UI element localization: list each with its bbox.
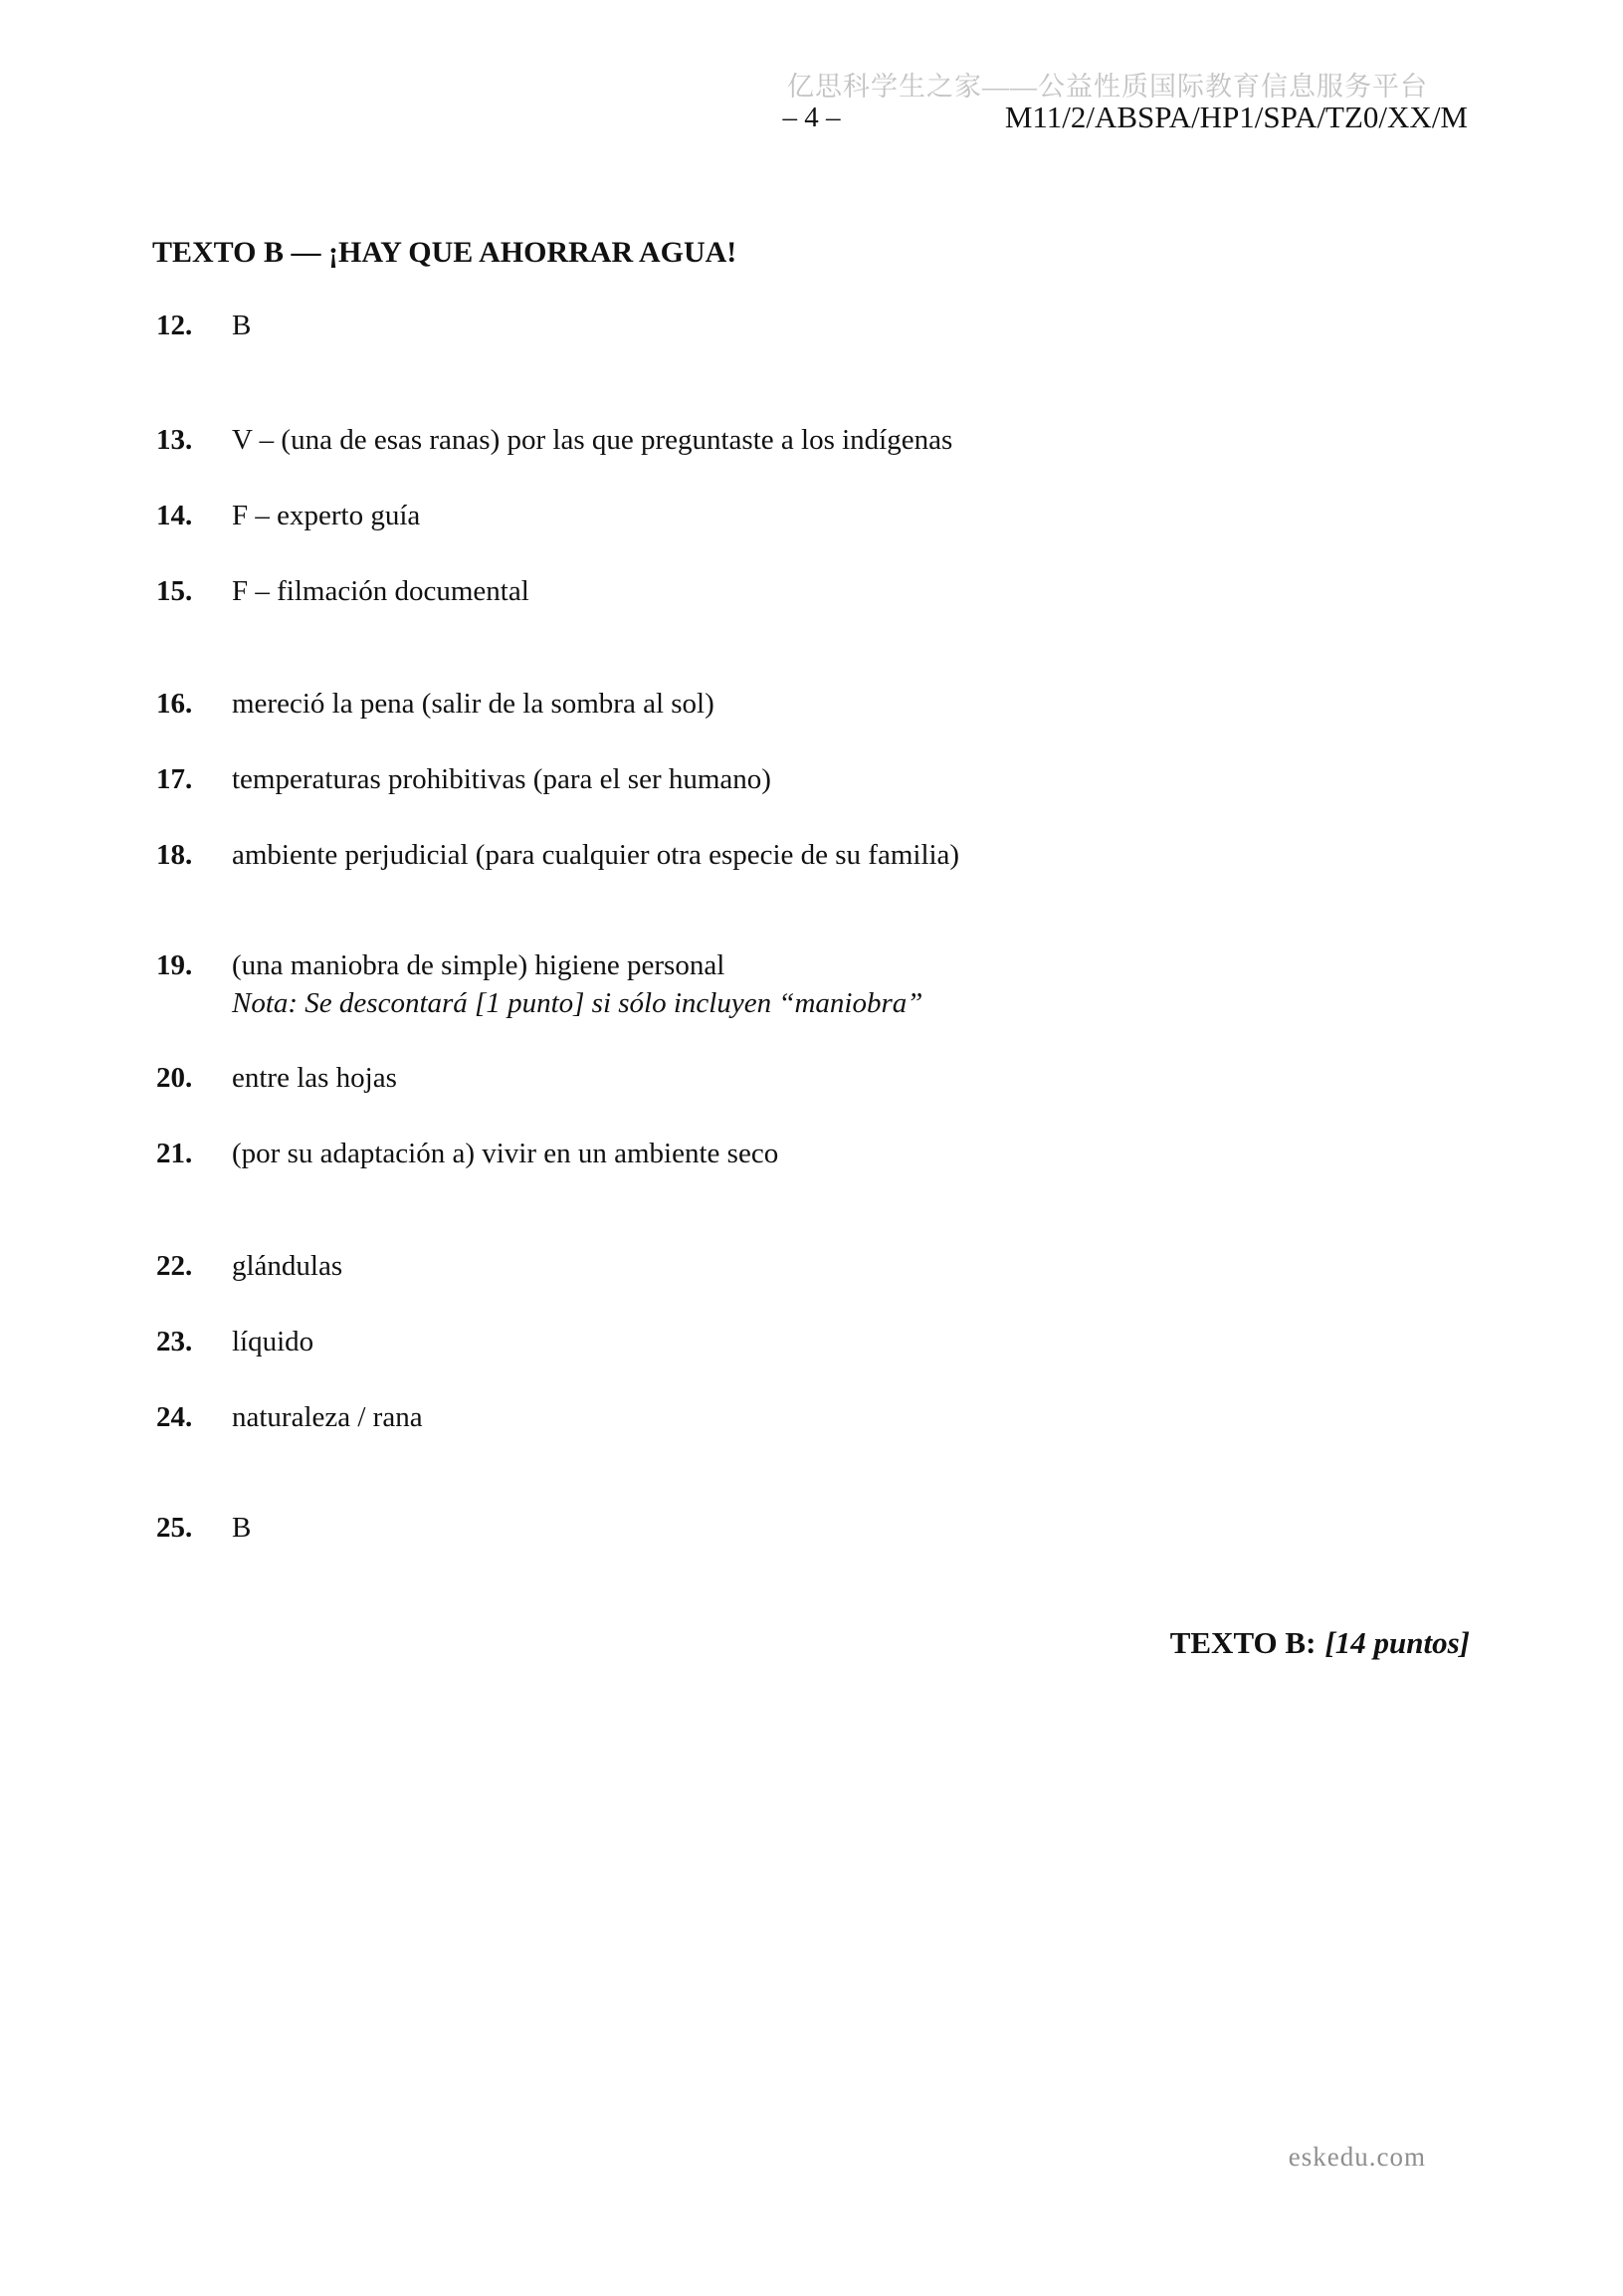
answer-number: 18.: [156, 839, 193, 871]
answer-number: 20.: [156, 1062, 193, 1094]
answer-text: B: [232, 1512, 252, 1544]
answer-text: entre las hojas: [232, 1062, 397, 1094]
answer-item-15: [156, 572, 1480, 610]
answer-number: 23.: [156, 1326, 193, 1357]
answer-item-18: [156, 836, 1480, 874]
answer-number: 24.: [156, 1401, 193, 1433]
answer-item-12: [156, 307, 1480, 344]
total-points: [14 puntos]: [1324, 1625, 1470, 1660]
page-number: – 4 –: [782, 102, 841, 133]
answer-number: 13.: [156, 424, 193, 456]
answer-number: 16.: [156, 688, 193, 720]
answer-text: B: [232, 310, 252, 341]
answer-item-19: [156, 946, 1480, 1022]
answer-text: mereció la pena (salir de la sombra al sol): [232, 688, 714, 720]
section-total: [1170, 1624, 1470, 1662]
answer-item-23: [156, 1323, 1480, 1360]
paper-code: M11/2/ABSPA/HP1/SPA/TZ0/XX/M: [1004, 100, 1468, 134]
answer-text: ambiente perjudicial (para cualquier otra especie de su familia): [232, 839, 960, 871]
answer-text: (por su adaptación a) vivir en un ambiente seco: [232, 1138, 779, 1169]
answer-number: 12.: [156, 310, 193, 341]
answer-text: temperaturas prohibitivas (para el ser humano): [232, 763, 771, 795]
answer-number: 14.: [156, 500, 193, 531]
answer-item-25: [156, 1509, 1480, 1547]
answer-text: naturaleza / rana: [232, 1401, 423, 1433]
section-title: TEXTO B — ¡HAY QUE AHORRAR AGUA!: [152, 236, 737, 269]
total-label: TEXTO B:: [1169, 1625, 1317, 1660]
answer-note: Nota: Se descontará [1 punto] si sólo incluyen “maniobra”: [232, 987, 923, 1019]
answer-text: F – filmación documental: [232, 575, 529, 607]
answer-item-14: [156, 497, 1480, 534]
answer-number: 21.: [156, 1138, 193, 1169]
answer-item-17: [156, 760, 1480, 798]
answer-number: 22.: [156, 1250, 193, 1282]
answer-item-13: [156, 421, 1480, 459]
answer-number: 15.: [156, 575, 193, 607]
answer-item-22: [156, 1247, 1480, 1285]
watermark-text: 亿思科学生之家——公益性质国际教育信息服务平台: [787, 72, 1428, 102]
site-footer-link: eskedu.com: [1288, 2142, 1426, 2172]
answer-item-21: [156, 1135, 1480, 1172]
answer-text: V – (una de esas ranas) por las que preguntaste a los indígenas: [232, 424, 953, 456]
answer-text: F – experto guía: [232, 500, 421, 531]
answer-text: (una maniobra de simple) higiene personal: [232, 949, 725, 981]
answer-item-16: [156, 685, 1480, 723]
answer-item-24: [156, 1398, 1480, 1436]
answer-text: glándulas: [232, 1250, 343, 1282]
answer-text: líquido: [232, 1326, 314, 1357]
answer-item-20: [156, 1059, 1480, 1097]
answer-number: 25.: [156, 1512, 193, 1544]
answer-number: 19.: [156, 949, 193, 981]
answer-number: 17.: [156, 763, 193, 795]
